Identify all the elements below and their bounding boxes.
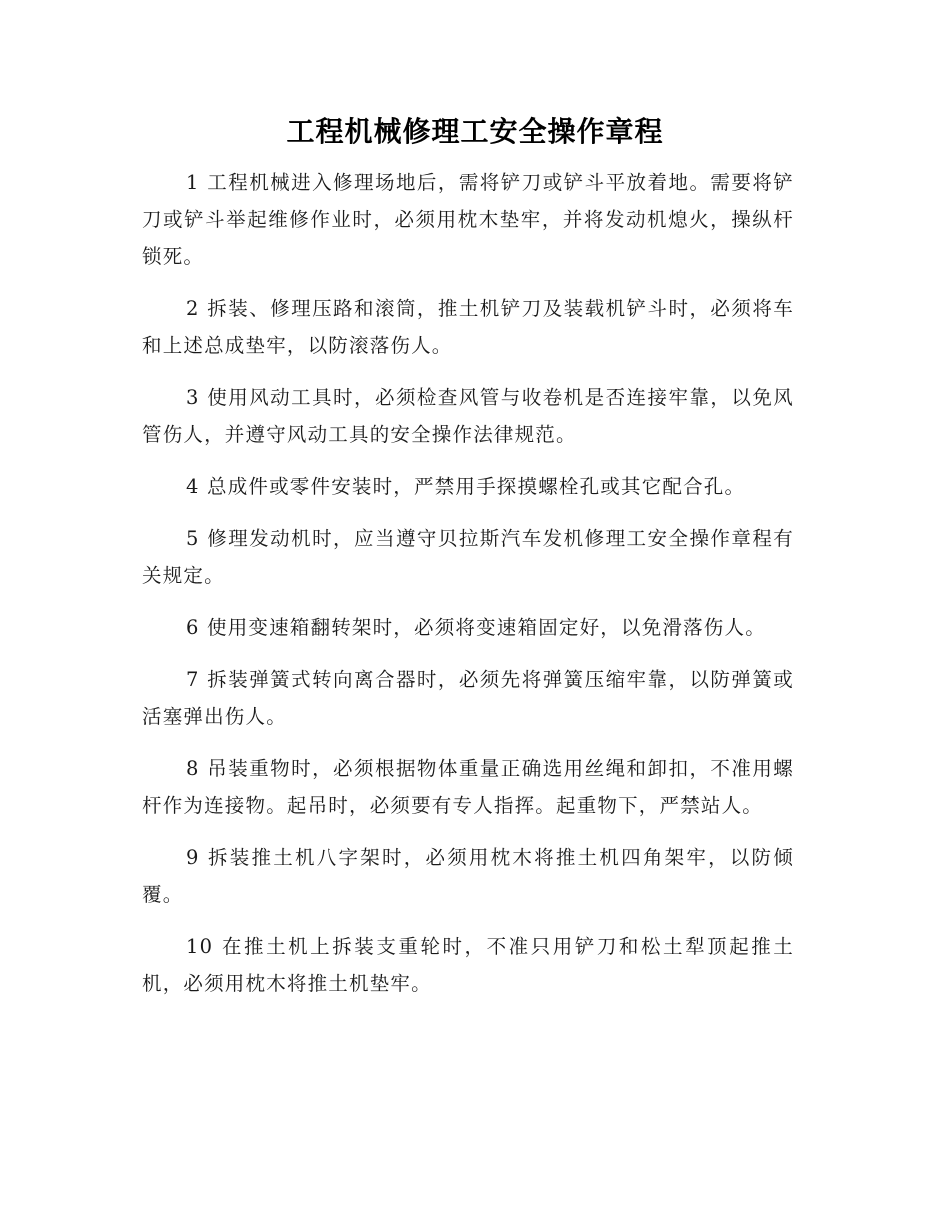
paragraph-5: 5 修理发动机时，应当遵守贝拉斯汽车发机修理工安全操作章程有关规定。 <box>142 527 794 587</box>
paragraph-2: 2 拆装、修理压路和滚筒，推土机铲刀及装载机铲斗时，必须将车和上述总成垫牢，以防滚落伤人。 <box>142 297 794 357</box>
paragraph-6: 6 使用变速箱翻转架时，必须将变速箱固定好，以免滑落伤人。 <box>186 616 766 639</box>
paragraph-4: 4 总成件或零件安装时，严禁用手探摸螺栓孔或其它配合孔。 <box>186 475 746 498</box>
paragraph-10: 10 在推土机上拆装支重轮时，不准只用铲刀和松土犁顶起推土机，必须用枕木将推土机垫牢。 <box>142 935 794 995</box>
document-title: 工程机械修理工安全操作章程 <box>286 115 664 148</box>
paragraph-1: 1 工程机械进入修理场地后，需将铲刀或铲斗平放着地。需要将铲刀或铲斗举起维修作业时，必须用枕木垫牢，并将发动机熄火，操纵杆锁死。 <box>142 171 794 268</box>
paragraph-8: 8 吊装重物时，必须根据物体重量正确选用丝绳和卸扣，不准用螺杆作为连接物。起吊时，必须要有专人指挥。起重物下，严禁站人。 <box>142 757 794 817</box>
document-body <box>142 164 794 1017</box>
paragraph-7: 7 拆装弹簧式转向离合器时，必须先将弹簧压缩牢靠，以防弹簧或活塞弹出伤人。 <box>142 668 794 728</box>
paragraph-3: 3 使用风动工具时，必须检查风管与收卷机是否连接牢靠，以免风管伤人，并遵守风动工具的安全操作法律规范。 <box>142 386 794 446</box>
paragraph-9: 9 拆装推土机八字架时，必须用枕木将推土机四角架牢，以防倾覆。 <box>142 846 794 906</box>
